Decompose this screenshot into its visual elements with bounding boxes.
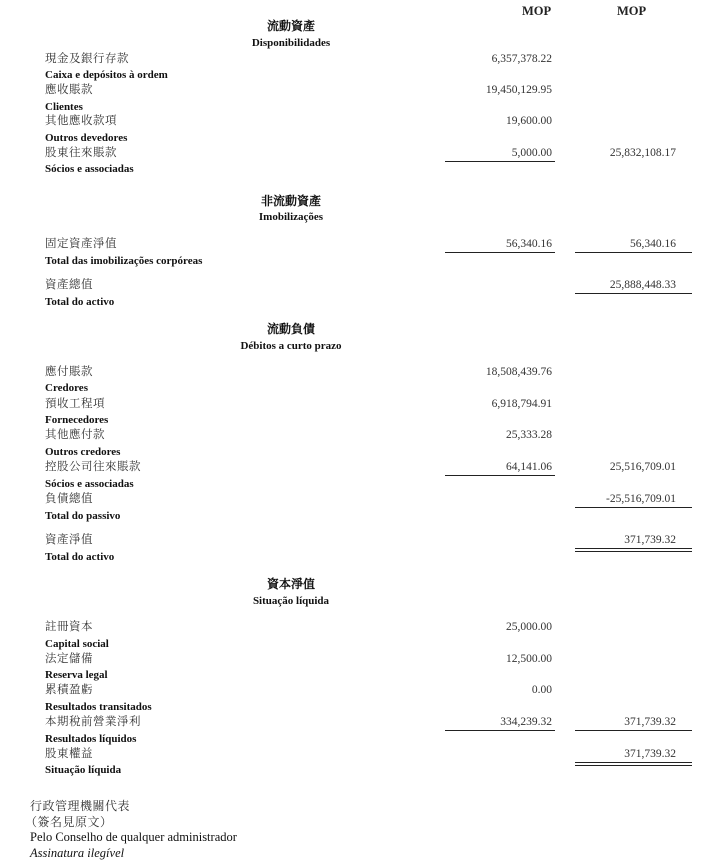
section-title-pt: Débitos a curto prazo [240, 340, 342, 352]
row-value-col2: 56,340.16 [630, 238, 676, 250]
signature-note-pt: Assinatura ilegível [30, 846, 125, 860]
section-title-pt: Disponibilidades [251, 37, 331, 49]
row-label-pt: Resultados transitados [45, 701, 152, 713]
row-label-pt: Credores [45, 382, 88, 394]
double-underline-rule [575, 765, 692, 766]
row-label-zh: 其他應付款 [45, 429, 105, 441]
row-label-pt: Total das imobilizações corpóreas [45, 255, 203, 267]
row-label-zh: 其他應收款項 [45, 115, 117, 127]
row-label-pt: Outros devedores [45, 132, 128, 144]
row-value-col1: 334,239.32 [500, 716, 552, 728]
section-title-zh: 流動負債 [266, 322, 315, 336]
row-value-col1: 25,000.00 [506, 621, 552, 633]
row-label-zh: 股東權益 [45, 748, 93, 760]
row-label-zh: 現金及銀行存款 [45, 53, 129, 65]
row-value-col1: 56,340.16 [506, 238, 552, 250]
row-label-pt: Situação líquida [45, 764, 122, 776]
row-value-col2: 25,832,108.17 [609, 147, 676, 159]
underline-rule [575, 730, 692, 731]
column-header-1: MOP [522, 4, 552, 18]
section-title-zh: 非流動資產 [260, 194, 321, 208]
row-label-pt: Sócios e associadas [45, 163, 134, 175]
row-value-col2: 25,888,448.33 [609, 279, 676, 291]
row-label-pt: Total do passivo [45, 510, 121, 522]
row-value-col1: 6,357,378.22 [491, 53, 552, 65]
row-label-zh: 負債總值 [45, 493, 93, 505]
row-value-col2: 371,739.32 [624, 716, 676, 728]
row-label-pt: Capital social [45, 638, 109, 650]
signatory-title-pt: Pelo Conselho de qualquer administrador [30, 830, 237, 844]
row-value-col1: 18,508,439.76 [485, 366, 552, 378]
row-label-pt: Clientes [45, 101, 83, 113]
underline-rule [575, 507, 692, 508]
row-value-col2: 371,739.32 [624, 534, 676, 546]
row-label-zh: 控股公司往來賬款 [45, 461, 141, 473]
row-label-zh: 資產淨值 [45, 534, 93, 546]
row-value-col1: 64,141.06 [506, 461, 552, 473]
row-label-zh: 本期稅前營業淨利 [45, 716, 141, 728]
underline-rule [445, 161, 555, 162]
row-label-zh: 資產總值 [45, 279, 93, 291]
row-label-pt: Total do activo [45, 296, 115, 308]
column-header-2: MOP [617, 4, 647, 18]
row-label-pt: Caixa e depósitos à ordem [45, 69, 168, 81]
row-label-zh: 固定資產淨值 [45, 238, 117, 250]
underline-rule [445, 730, 555, 731]
row-label-zh: 註冊資本 [45, 621, 93, 633]
underline-rule [575, 293, 692, 294]
row-value-col2: -25,516,709.01 [606, 493, 676, 505]
row-value-col2: 25,516,709.01 [609, 461, 676, 473]
row-label-pt: Fornecedores [45, 414, 109, 426]
row-label-zh: 預收工程項 [45, 398, 105, 410]
row-value-col1: 19,600.00 [506, 115, 552, 127]
double-underline-rule [575, 762, 692, 763]
underline-rule [445, 475, 555, 476]
section-title-pt: Situação líquida [252, 595, 330, 607]
row-value-col1: 0.00 [531, 684, 552, 696]
row-label-pt: Resultados líquidos [45, 733, 137, 745]
row-value-col1: 6,918,794.91 [491, 398, 552, 410]
section-title-zh: 流動資產 [266, 19, 315, 33]
underline-rule [445, 252, 555, 253]
underline-rule [575, 252, 692, 253]
row-value-col1: 25,333.28 [506, 429, 552, 441]
row-label-pt: Sócios e associadas [45, 478, 134, 490]
section-title-pt: Imobilizações [258, 211, 324, 223]
section-title-zh: 資本淨值 [266, 577, 315, 591]
row-label-pt: Reserva legal [45, 669, 108, 681]
row-label-zh: 股東往來賬款 [45, 147, 117, 159]
double-underline-rule [575, 551, 692, 552]
row-label-zh: 累積盈虧 [45, 684, 93, 696]
row-value-col1: 19,450,129.95 [485, 84, 552, 96]
row-label-zh: 應收賬款 [45, 84, 93, 96]
signature-note-zh: （簽名見原文） [25, 815, 113, 829]
double-underline-rule [575, 548, 692, 549]
row-label-zh: 應付賬款 [45, 366, 93, 378]
row-label-pt: Total do activo [45, 551, 115, 563]
row-value-col1: 12,500.00 [506, 653, 552, 665]
row-value-col1: 5,000.00 [511, 147, 552, 159]
row-label-zh: 法定儲備 [45, 653, 93, 665]
row-label-pt: Outros credores [45, 446, 121, 458]
signatory-title-zh: 行政管理機關代表 [30, 799, 131, 813]
row-value-col2: 371,739.32 [624, 748, 676, 760]
